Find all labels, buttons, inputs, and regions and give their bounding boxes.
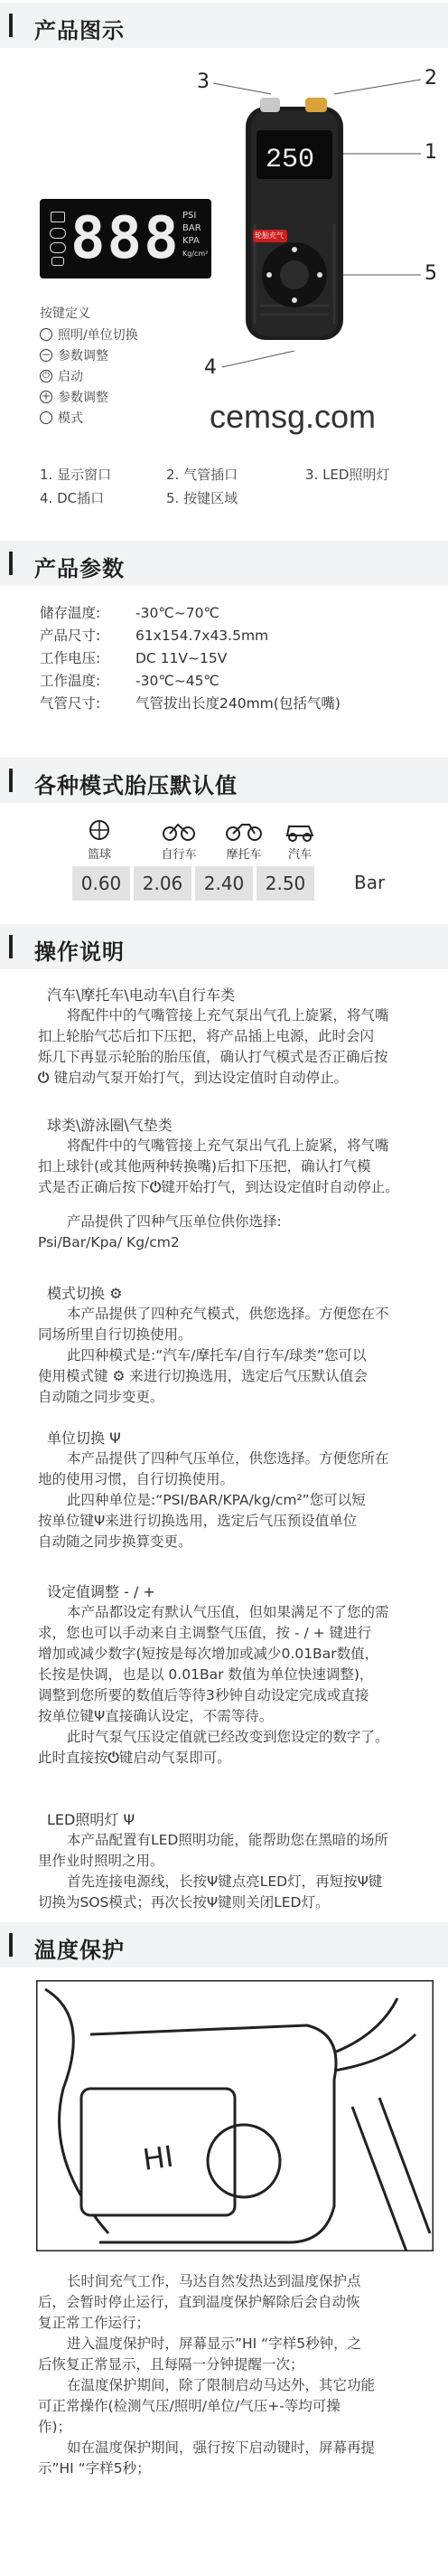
mode-icons-row: [0, 817, 448, 845]
car-icon: [287, 826, 313, 841]
text-line: 复正常工作运行；: [38, 2315, 151, 2331]
text-line: 作)；: [38, 2419, 72, 2435]
sketch-hi-text: HI: [140, 2138, 176, 2177]
text-line: 将配件中的气嘴管接上充气泵出气孔上旋紧，将气嘴: [67, 1137, 389, 1154]
text-line: 扣上轮胎气芯后扣下压把，将产品插上电源，此时会闪: [38, 1028, 375, 1044]
device-screen-reading: 250: [266, 145, 315, 175]
text-line: 键: [368, 1873, 383, 1890]
lcd-unit-kpa: KPA: [182, 236, 200, 246]
param-row: [40, 602, 437, 625]
callout-leader-lines: [0, 0, 448, 380]
pressure-unit: Bar: [354, 872, 386, 893]
text-line: 扣上球针(或其他两种转换嘴)后扣下压把，确认打气模: [38, 1158, 371, 1175]
section-title: 产品参数: [34, 556, 125, 581]
mode-switch-label: 模式切换: [47, 1285, 106, 1302]
button-def-label: 启动: [58, 369, 83, 384]
button-def-item: [40, 386, 220, 407]
text-line: 里作业时照明之用。: [38, 1853, 164, 1869]
lcd-display-illustration: [40, 199, 211, 278]
section-header-product-params: [0, 541, 448, 586]
pressure-value-motorcycle: 2.40: [195, 866, 253, 901]
led-label: LED照明灯: [47, 1811, 119, 1828]
param-row: [40, 647, 437, 670]
params-list: [40, 602, 437, 715]
section-header-default-pressure: [0, 758, 448, 803]
parts-list: [40, 465, 437, 514]
text-line: 本产品都设定有默认气压值，但如果满足不了您的需: [67, 1604, 389, 1620]
light-unit-icon: Ψ: [123, 1811, 135, 1828]
bicycle-icon: [163, 825, 194, 840]
text-line: 地的使用习惯，自行切换使用。: [38, 1471, 235, 1487]
watermark-text: cemsg.com: [210, 398, 377, 435]
instr-car-title: 汽车\摩托车\电动车\自行车类: [47, 986, 236, 1004]
text-line: 此四种单位是:“PSI/BAR/KPA/kg/cm²”您可以短: [67, 1492, 366, 1508]
button-def-label: 参数调整: [58, 390, 108, 405]
inflator-device-illustration: [240, 98, 349, 344]
section-header-bar: [9, 1933, 13, 1957]
text-line: 将配件中的气嘴管接上充气泵出气孔上旋紧，将气嘴: [67, 1007, 389, 1024]
text-line: 长时间充气工作，马达自然发热达到温度保护点: [67, 2273, 361, 2289]
text-line: Psi/Bar/Kpa/ Kg/cm2: [38, 1234, 180, 1250]
part-item: 2. 气管插口: [166, 467, 238, 483]
minus-icon: −: [41, 347, 51, 361]
text-line: 自动随之同步换算变更。: [38, 1533, 192, 1550]
text-line: 使用模式键: [38, 1368, 108, 1384]
text-line: 键开始打气，到达设定值时自动停止。: [161, 1179, 399, 1195]
text-line: 在温度保护期间，除了限制启动马达外，其它功能: [67, 2377, 376, 2393]
unit-switch-title: [47, 1427, 121, 1448]
mode-switch-paragraph: [38, 1304, 435, 1408]
set-value-title: 设定值调整 - / +: [47, 1583, 155, 1600]
section-header-temp-protection: [0, 1922, 448, 1967]
text-line: 长按是快调，也是以 0.01Bar 数值为单位快速调整)，: [38, 1666, 374, 1683]
text-line: 此时直接按: [38, 1750, 108, 1766]
section-header-bar: [9, 935, 13, 958]
device-badge-label: 轮胎充气: [255, 231, 284, 240]
text-line: 自动随之同步变更。: [38, 1389, 164, 1405]
param-value: DC 11V~15V: [135, 650, 228, 666]
button-def-label: 参数调整: [58, 348, 108, 363]
temp-protection-paragraph: [38, 2271, 435, 2479]
text-line: 此时气泵气压设定值就已经改变到您设定的数字了。: [67, 1729, 389, 1745]
section-title: 各种模式胎压默认值: [34, 773, 238, 798]
power-icon: ⏻: [107, 1750, 119, 1766]
text-line: 示”HI “字样5秒；: [38, 2460, 151, 2477]
instr-ball-paragraph: [38, 1136, 435, 1198]
mode-label-basketball: 篮球: [87, 848, 111, 862]
param-label: 气管尺寸:: [40, 695, 101, 712]
text-line: 按单位键: [38, 1708, 95, 1724]
param-value: -30℃~45℃: [135, 673, 219, 689]
instr-car-paragraph: [38, 1005, 435, 1089]
gear-icon: ⚙: [109, 1285, 123, 1302]
temp-protection-sketch: [36, 1980, 434, 2251]
pressure-value-car: 2.50: [257, 866, 314, 901]
pressure-value-bicycle: 2.06: [134, 866, 191, 901]
button-def-item: [40, 365, 220, 386]
section-title: 产品图示: [34, 18, 125, 43]
button-def-title: 按键定义: [40, 307, 90, 321]
led-paragraph: [38, 1830, 435, 1913]
text-line: 本产品提供了四种充气模式，供您选择。方便您在不: [67, 1306, 389, 1322]
text-line: 按单位键: [38, 1513, 95, 1529]
text-line: 进入温度保护时，屏幕显示”HI “字样5秒钟，之: [67, 2335, 362, 2352]
text-line: 如在温度保护期间，强行按下启动键时，屏幕再提: [67, 2439, 376, 2456]
text-line: 直接确认设定，不需等待。: [105, 1708, 274, 1724]
text-line: 切换为SOS模式；再次长按: [38, 1894, 207, 1911]
text-line: 产品提供了四种气压单位供你选择:: [67, 1213, 282, 1230]
unit-switch-paragraph: [38, 1448, 435, 1552]
text-line: 烁几下再显示轮胎的胎压值，确认打气模式是否正确后按: [38, 1049, 388, 1065]
lcd-digits: 888: [70, 205, 181, 272]
plus-icon: +: [41, 389, 51, 402]
text-line: 式是否正确后按下: [38, 1179, 151, 1195]
text-line: 首先连接电源线，长按: [67, 1873, 208, 1890]
light-unit-icon: Ψ: [94, 1513, 106, 1529]
text-line: 此四种模式是:“汽车/摩托车/自行车/球类”您可以: [67, 1347, 367, 1363]
pressure-value-basketball: 0.60: [72, 866, 130, 901]
button-def-item: [40, 407, 220, 428]
light-unit-icon: Ψ: [109, 1430, 121, 1447]
light-unit-icon: Ψ: [94, 1708, 106, 1724]
lcd-unit-kgcm2: Kg/cm²: [182, 250, 209, 258]
param-label: 工作电压:: [40, 650, 101, 666]
button-def-item: [40, 344, 220, 365]
part-item: 4. DC插口: [40, 490, 105, 506]
section-title: 操作说明: [34, 939, 125, 965]
set-value-paragraph: [38, 1602, 435, 1769]
lcd-unit-bar: BAR: [182, 223, 201, 233]
lcd-unit-psi: PSI: [182, 211, 197, 221]
mode-label-motorcycle: 摩托车: [226, 848, 262, 862]
button-def-list: [40, 324, 220, 428]
text-line: 后恢复正常显示，且每隔一分钟提醒一次；: [38, 2356, 304, 2373]
param-value: -30℃~70℃: [135, 605, 219, 621]
param-label: 储存温度:: [40, 605, 101, 621]
instr-ball-title: 球类\游泳圈\气垫类: [47, 1117, 173, 1134]
text-line: 调整到您所要的数值后等待3秒钟自动设定完成或直接: [38, 1687, 369, 1703]
section-header-instructions: [0, 924, 448, 969]
section-header-bar: [9, 769, 13, 792]
button-def-label: 模式: [58, 410, 83, 426]
text-line: 增加或减少数字(短按是每次增加或减少0.01Bar数值，: [38, 1646, 379, 1662]
mode-label-car: 汽车: [287, 848, 312, 862]
light-unit-icon: Ψ: [207, 1873, 219, 1890]
button-def-label: 照明/单位切换: [58, 327, 138, 343]
led-title: [47, 1808, 135, 1829]
mode-icon: [40, 411, 52, 424]
lcd-unit-list: [182, 210, 208, 260]
power-icon: ⏻: [38, 1070, 54, 1086]
text-line: 本产品配置有LED照明功能，能帮助您在黑暗的场所: [67, 1832, 388, 1848]
part-item: 1. 显示窗口: [40, 467, 112, 483]
callout-3: 3: [197, 71, 210, 93]
mode-switch-title: [47, 1282, 122, 1303]
power-icon: ⏻: [40, 370, 52, 382]
text-line: 可正常操作(检测气压/照明/单位/气压+-等均可操: [38, 2398, 341, 2414]
text-line: 求，您也可以手动来自主调整气压值，按 - / + 键进行: [38, 1625, 372, 1641]
light-unit-icon: [40, 328, 52, 341]
param-value: 61x154.7x43.5mm: [135, 627, 269, 644]
param-label: 产品尺寸:: [40, 627, 101, 644]
param-row: [40, 670, 437, 693]
lcd-status-icons: [47, 212, 67, 266]
gear-icon: ⚙: [112, 1368, 126, 1384]
text-line: 来进行切换选用，选定后气压默认值会: [129, 1368, 368, 1384]
text-line: 同场所里自行切换使用。: [38, 1326, 192, 1343]
section-header-bar: [9, 552, 13, 575]
button-def-item: [40, 324, 220, 344]
text-line: 键点亮LED灯，再短按: [218, 1873, 358, 1890]
light-unit-icon: Ψ: [206, 1894, 219, 1911]
param-label: 工作温度:: [40, 673, 101, 689]
mode-label-bicycle: 自行车: [161, 848, 197, 862]
callout-4: 4: [204, 356, 217, 379]
text-line: 本产品提供了四种气压单位，供您选择。方便您所在: [67, 1450, 389, 1467]
callout-5: 5: [425, 262, 437, 285]
power-icon: ⏻: [150, 1179, 162, 1195]
part-item: 3. LED照明灯: [305, 467, 390, 483]
text-line: 后，会暂时停止运行，直到温度保护解除后会自动恢: [38, 2294, 360, 2310]
callout-1: 1: [425, 141, 437, 164]
instr-units-intro: [38, 1212, 435, 1253]
param-row: [40, 625, 437, 647]
unit-switch-label: 单位切换: [47, 1430, 106, 1447]
light-unit-icon: Ψ: [357, 1873, 369, 1890]
section-title: 温度保护: [34, 1938, 125, 1963]
callout-2: 2: [425, 67, 437, 90]
text-line: 来进行切换选用，选定后气压预设值单位: [105, 1513, 358, 1529]
motorcycle-icon: [227, 825, 261, 840]
part-item: 5. 按键区域: [166, 490, 238, 506]
param-row: [40, 693, 437, 715]
basketball-icon: [90, 821, 108, 839]
param-value: 气管拔出长度240mm(包括气嘴): [135, 695, 341, 712]
text-line: 键则关闭LED灯。: [218, 1894, 330, 1911]
text-line: 键启动气泵开始打气，到达设定值时自动停止。: [53, 1070, 349, 1086]
text-line: 键启动气泵即可。: [118, 1750, 231, 1766]
